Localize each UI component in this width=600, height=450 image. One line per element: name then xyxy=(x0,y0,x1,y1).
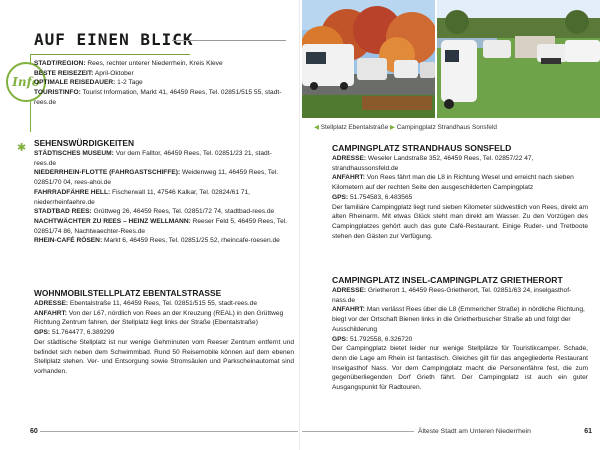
info-badge: Info xyxy=(6,62,46,102)
directions-line: ANFAHRT: Von der L67, nördlich von Rees an der Kreuzung (REAL) in den Grüttweg Richtung Zentrum fahren, der Stellplatz liegt links der Straße (Ebentalstraße) xyxy=(34,309,284,327)
sights-section xyxy=(34,138,289,246)
body-text: Der Campingplatz bietet leider nur wenige Stellplätze für Touristikcamper. Schade, denn die Lage am Rhein ist fantastisch. Gleiches gilt für das angegliederte Restaurant Inselgasthof Nass. Vor dem Campingplatz macht die Personenfähre fest, die zum gegenüberliegenden Dorf Grieth fährt. Der Campingplatz ist auch ein guter Ausgangspunkt für Radtouren. xyxy=(332,345,588,392)
page-number-left: 60 xyxy=(30,428,38,435)
address-line: ADRESSE: Grietherort 1, 46459 Rees-Grietherort, Tel. 02851/63 24, inselgasthof-nass.de xyxy=(332,287,572,304)
section-title: CAMPINGPLATZ INSEL-CAMPINGPLATZ GRIETHERORT xyxy=(332,275,563,285)
gear-icon: ✱ xyxy=(17,142,27,154)
triangle-left-icon: ◀ xyxy=(314,124,319,131)
footer-rule xyxy=(40,431,298,432)
sight-item: RHEIN-CAFÉ RÖSEN: Markt 6, 46459 Rees, Tel. 02851/25 52, rheincafe-roesen.de xyxy=(34,237,280,245)
grietherort-section xyxy=(332,275,588,393)
sight-item: STÄDTISCHES MUSEUM: Vor dem Falltor, 46459 Rees, Tel. 02851/23 21, stadt-rees.de xyxy=(34,150,272,167)
info-line: BESTE REISEZEIT: April-Oktober xyxy=(34,69,134,77)
sonsfeld-section xyxy=(332,143,588,241)
info-line: STADT/REGION: Rees, rechter unterer Niederrhein, Kreis Kleve xyxy=(34,60,223,67)
triangle-right-icon: ▶ xyxy=(389,124,395,131)
directions-line: ANFAHRT: Man verlässt Rees über die L8 (Emmericher Straße) in nördliche Richtung, biegt vor der Ortschaft Bienen links in die Grietherbuscher Straße ab und folgt der Ausschilderung xyxy=(332,306,585,333)
section-title: WOHNMOBILSTELLPLATZ EBENTALSTRASSE xyxy=(34,288,222,298)
photo-sonsfeld xyxy=(437,0,600,118)
gps-line: GPS: 51.764477, 6.389299 xyxy=(34,329,115,337)
sight-item: NACHTWÄCHTER ZU REES – HEINZ WELLMANN: Reeser Feld 5, 46459 Rees, Tel. 02851/74 86, Nachtwaechter-Rees.de xyxy=(34,217,288,235)
info-line: TOURISTINFO: Tourist Information, Markt 41, 46459 Rees, Tel. 02851/515 55, stadt-rees.de xyxy=(34,89,282,106)
info-block xyxy=(34,59,284,108)
body-text: Der städtische Stellplatz ist nur wenige Gehminuten vom Reeser Zentrum entfernt und befindet sich neben dem Schwimmbad. Rund 50 Reisemobile können auf dem ebenen Stellplatz stehen. Ver- und Entsorgung sowie Stromsäulen und Parkscheinautomat sind vorhanden. xyxy=(34,338,294,375)
womo-section xyxy=(34,288,294,377)
footer-rule xyxy=(302,431,414,432)
sight-item: STADTBAD REES: Grüttweg 26, 46459 Rees, Tel. 02851/72 74, stadtbad-rees.de xyxy=(34,208,275,216)
section-title: SEHENSWÜRDIGKEITEN xyxy=(34,138,135,148)
info-line: OPTIMALE REISEDAUER: 1-2 Tage xyxy=(34,79,143,87)
sight-item: FAHRRADFÄHRE HELL: Fischerwall 11, 47546 Kalkar, Tel. 02824/61 71, niederrheinfaehre.de xyxy=(34,188,250,206)
photo-stellplatz-image xyxy=(302,0,435,118)
running-title: Älteste Stadt am Unteren Niederrhein xyxy=(418,428,531,435)
gps-line: GPS: 51.792558, 6.326720 xyxy=(332,335,413,343)
directions-line: ANFAHRT: Von Rees fährt man die L8 in Richtung Wesel und erreicht nach sieben Kilometern auf der rechten Seite den ausgeschilderten Campingplatz xyxy=(332,174,574,192)
body-text: Der familiäre Campingplatz liegt rund sieben Kilometer südwestlich von Rees, direkt am alten Rheinarm. Mit etwas Glück steht man direkt am Wasser. Zu den Vorzügen des Campingplatzes gehört auch das gute Café-Restaurant. Einige Ruder- und Tretboote stehen den Gästen zur Verfügung. xyxy=(332,203,588,240)
section-title: CAMPINGPLATZ STRANDHAUS SONSFELD xyxy=(332,143,512,153)
photo-caption: ◀ Stellplatz Ebentalstraße ▶ Campingplatz Strandhaus Sonsfeld xyxy=(314,124,497,131)
photo-sonsfeld-image xyxy=(437,0,600,118)
photo-stellplatz xyxy=(302,0,435,118)
heading-rule xyxy=(172,40,286,41)
page-number-right: 61 xyxy=(584,428,592,435)
address-line: ADRESSE: Weseler Landstraße 352, 46459 Rees, Tel. 02857/22 47, strandhaussonsfeld.de xyxy=(332,155,534,172)
page-heading: AUF EINEN BLICK xyxy=(34,30,194,49)
address-line: ADRESSE: Ebentalstraße 11, 46459 Rees, Tel. 02851/515 55, stadt-rees.de xyxy=(34,300,257,307)
sight-item: NIEDERRHEIN-FLOTTE (FAHRGASTSCHIFFE): Weidenweg 11, 46459 Rees, Tel. 02851/70 04, rees-ahoi.de xyxy=(34,169,279,187)
gps-line: GPS: 51.754583, 6.483565 xyxy=(332,193,413,201)
